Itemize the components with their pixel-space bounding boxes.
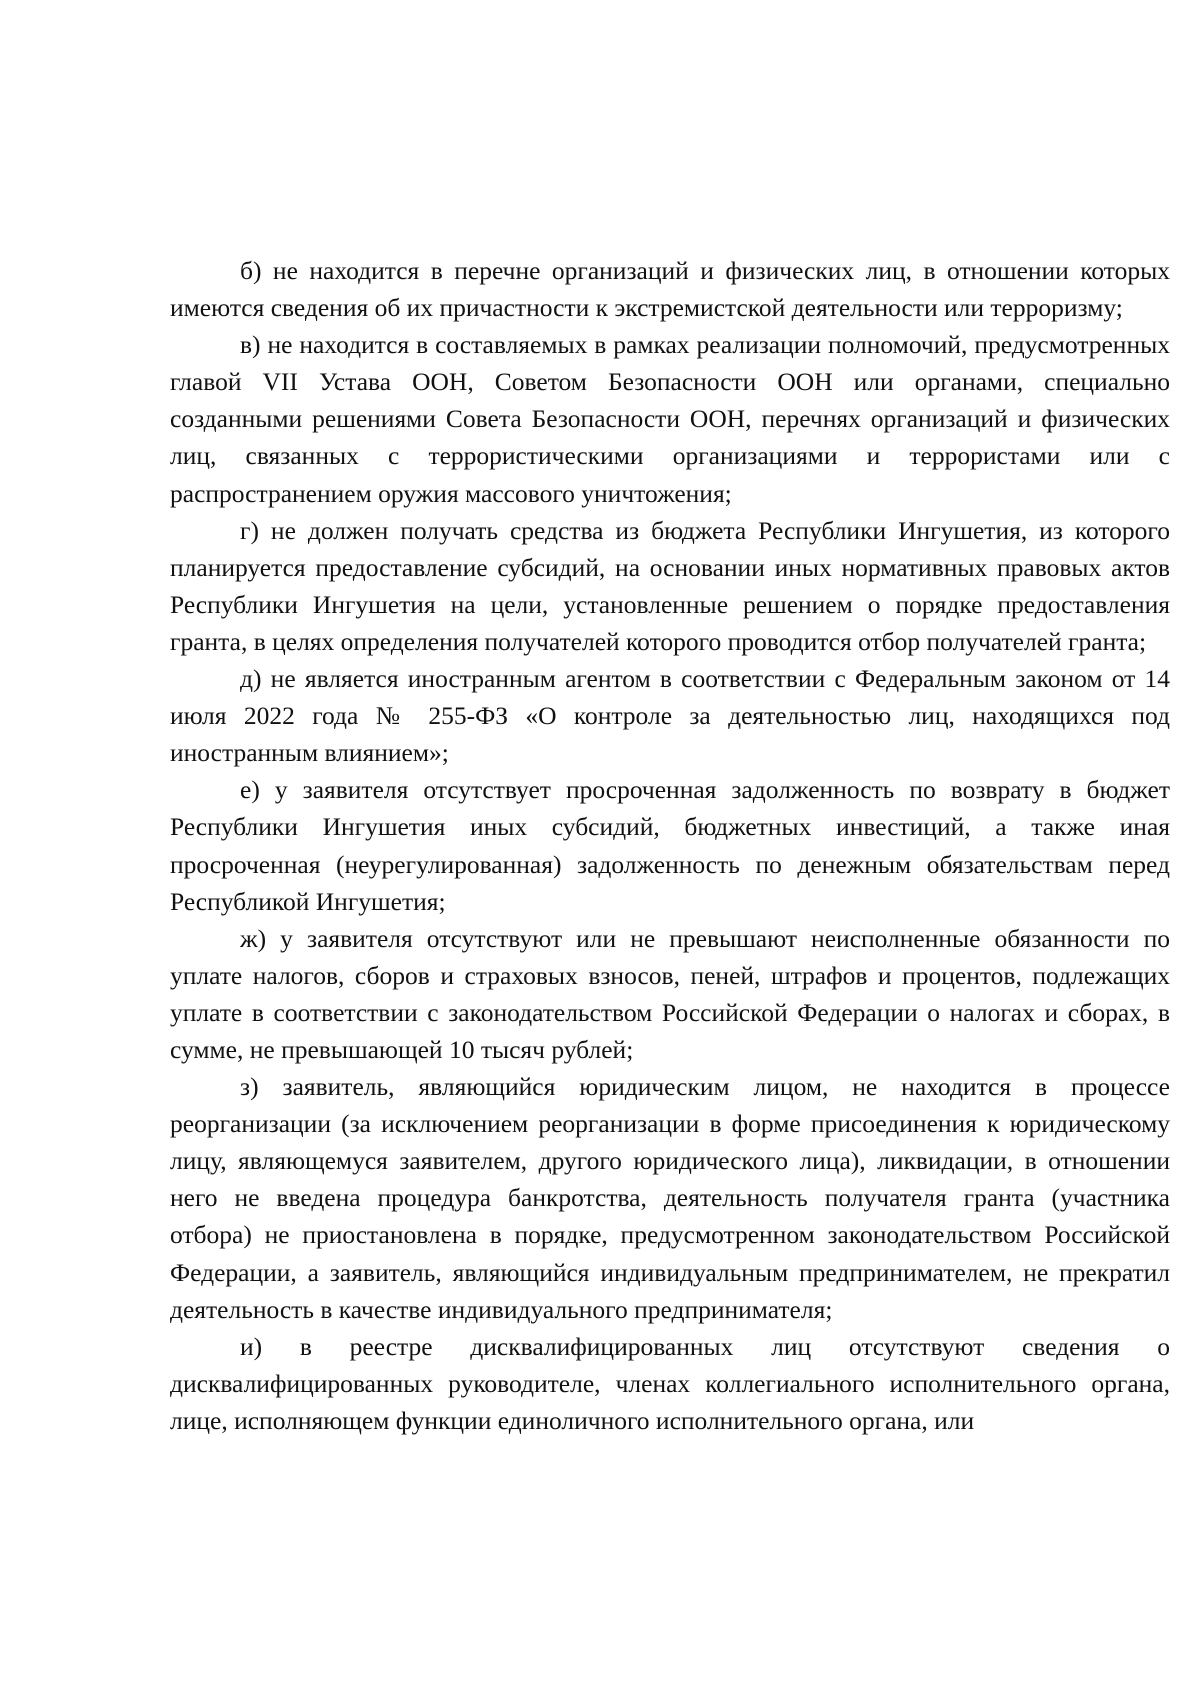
paragraph-e: е) у заявителя отсутствует просроченная задолженность по возврату в бюджет Республики Ингушетия иных субсидий, бюджетных инвестиций, а также иная просроченная (неурегулированная) задолженность по денежным обязательствам перед Республикой Ингушетия; <box>170 775 1170 916</box>
document-page <box>170 252 1170 1439</box>
paragraph-i: и) в реестре дисквалифицированных лиц отсутствуют сведения о дисквалифицированных руководителе, членах коллегиального исполнительного органа, лице, исполняющем функции единоличного исполнительного органа, или <box>170 1331 1170 1435</box>
paragraph-d: д) не является иностранным агентом в соответствии с Федеральным законом от 14 июля 2022 года № 255-ФЗ «О контроле за деятельностью лиц, находящихся под иностранным влиянием»; <box>170 664 1170 768</box>
paragraph-v: в) не находится в составляемых в рамках реализации полномочий, предусмотренных главой VII Устава ООН, Советом Безопасности ООН или органами, специально созданными решениями Совета Безопасности ООН, перечнях организаций и физических лиц, связанных с террористическими организациями и террористами или с распространением оружия массового уничтожения; <box>170 330 1170 508</box>
paragraph-b: б) не находится в перечне организаций и физических лиц, в отношении которых имеются сведения об их причастности к экстремистской деятельности или терроризму; <box>170 256 1170 323</box>
paragraph-z: з) заявитель, являющийся юридическим лицом, не находится в процессе реорганизации (за исключением реорганизации в форме присоединения к юридическому лицу, являющемуся заявителем, другого юридического лица), ликвидации, в отношении него не введена процедура банкротства, деятельность получателя гранта (участника отбора) не приостановлена в порядке, предусмотренном законодательством Российской Федерации, а заявитель, являющийся индивидуальным предпринимателем, не прекратил деятельность в качестве индивидуального предпринимателя; <box>170 1072 1170 1324</box>
paragraph-g: г) не должен получать средства из бюджета Республики Ингушетия, из которого планируется предоставление субсидий, на основании иных нормативных правовых актов Республики Ингушетия на цели, установленные решением о порядке предоставления гранта, в целях определения получателей которого проводится отбор получателей гранта; <box>170 515 1170 656</box>
paragraph-zh: ж) у заявителя отсутствуют или не превышают неисполненные обязанности по уплате налогов, сборов и страховых взносов, пеней, штрафов и процентов, подлежащих уплате в соответствии с законодательством Российской Федерации о налогах и сборах, в сумме, не превышающей 10 тысяч рублей; <box>170 923 1170 1064</box>
